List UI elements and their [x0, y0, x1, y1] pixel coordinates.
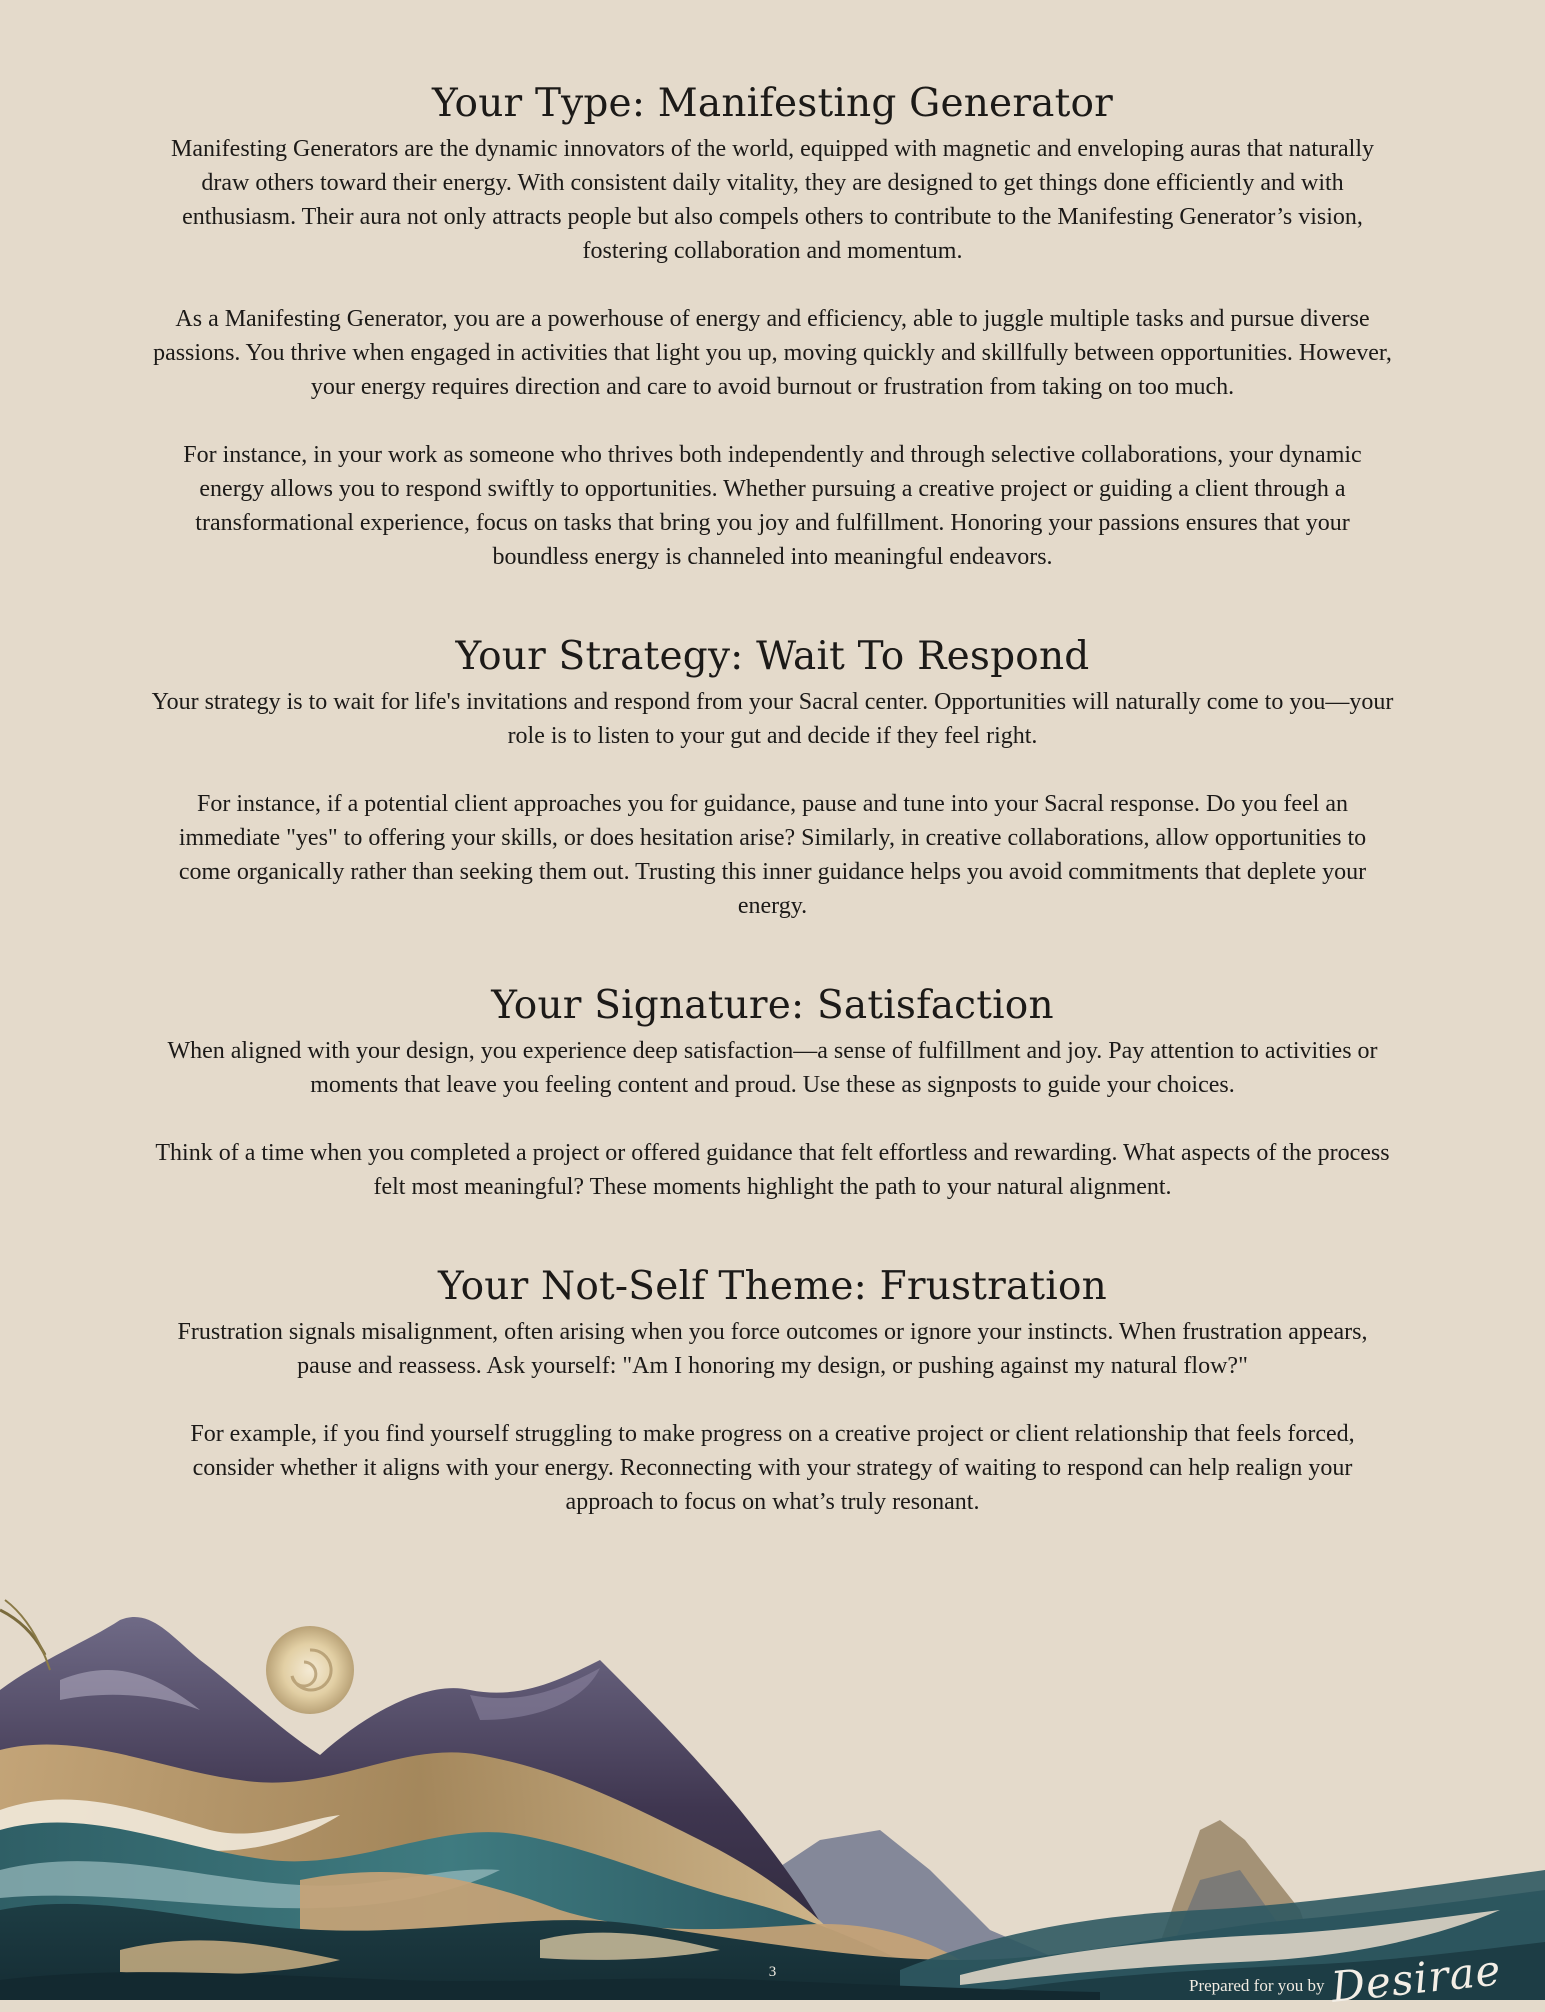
prepared-label: Prepared for you by: [1189, 1976, 1325, 1995]
moon-shape: [266, 1626, 354, 1714]
section-heading-not-self-theme: Your Not-Self Theme: Frustration: [438, 1264, 1107, 1309]
paragraph: For instance, if a potential client approaches you for guidance, pause and tune into your Sacral response. Do you feel an immediate "yes" to offering your skills, or does hesitation arise? Similarly, in creative collaborations, allow opportunities to come organically rather than seeking them out. Trusting this inner guidance helps you avoid commitments that deplete your energy.: [178, 791, 1367, 919]
paragraph: For example, if you find yourself struggling to make progress on a creative project or client relationship that feels forced, consider whether it aligns with your energy. Reconnecting with your strategy of waiting to respond can help realign your approach to focus on what’s truly resonant.: [190, 1421, 1355, 1515]
paragraph: Think of a time when you completed a project or offered guidance that felt effortless and rewarding. What aspects of the process felt most meaningful? These moments highlight the path to your natural alignment.: [155, 1140, 1390, 1200]
section-type: [150, 78, 1395, 574]
signature-logo: Desirae: [1328, 1945, 1504, 2012]
paragraph: As a Manifesting Generator, you are a powerhouse of energy and efficiency, able to juggle multiple tasks and pursue diverse passions. You thrive when engaged in activities that light you up, moving quickly and skillfully between opportunities. However, your energy requires direction and care to avoid burnout or frustration from taking on too much.: [153, 306, 1392, 400]
section-strategy: [150, 631, 1395, 923]
section-heading-type: Your Type: Manifesting Generator: [431, 81, 1114, 126]
section-not-self-theme: [150, 1261, 1395, 1519]
mountain-landscape-artwork: [0, 1580, 1545, 2000]
section-heading-strategy: Your Strategy: Wait To Respond: [455, 634, 1090, 679]
document-body: [150, 78, 1395, 1519]
paragraph: When aligned with your design, you experience deep satisfaction—a sense of fulfillment and joy. Pay attention to activities or moments that leave you feeling content and proud. Use these as signposts to guide your choices.: [167, 1038, 1378, 1098]
paragraph: For instance, in your work as someone who thrives both independently and through selective collaborations, your dynamic energy allows you to respond swiftly to opportunities. Whether pursuing a creative project or guiding a client through a transformational experience, focus on tasks that bring you joy and fulfillment. Honoring your passions ensures that your boundless energy is channeled into meaningful endeavors.: [183, 442, 1362, 570]
section-signature: [150, 980, 1395, 1204]
paragraph: Frustration signals misalignment, often arising when you force outcomes or ignore your instincts. When frustration appears, pause and reassess. Ask yourself: "Am I honoring my design, or pushing against my natural flow?": [177, 1319, 1368, 1379]
page-number: 3: [768, 1964, 777, 1980]
section-heading-signature: Your Signature: Satisfaction: [491, 983, 1054, 1028]
paragraph: Manifesting Generators are the dynamic innovators of the world, equipped with magnetic and enveloping auras that naturally draw others toward their energy. With consistent daily vitality, they are designed to get things done efficiently and with enthusiasm. Their aura not only attracts people but also compels others to contribute to the Manifesting Generator’s vision, fostering collaboration and momentum.: [171, 136, 1374, 264]
paragraph: Your strategy is to wait for life's invitations and respond from your Sacral center. Opportunities will naturally come to you—your role is to listen to your gut and decide if they feel right.: [151, 689, 1394, 749]
prepared-by-credit: [1189, 1945, 1504, 2012]
